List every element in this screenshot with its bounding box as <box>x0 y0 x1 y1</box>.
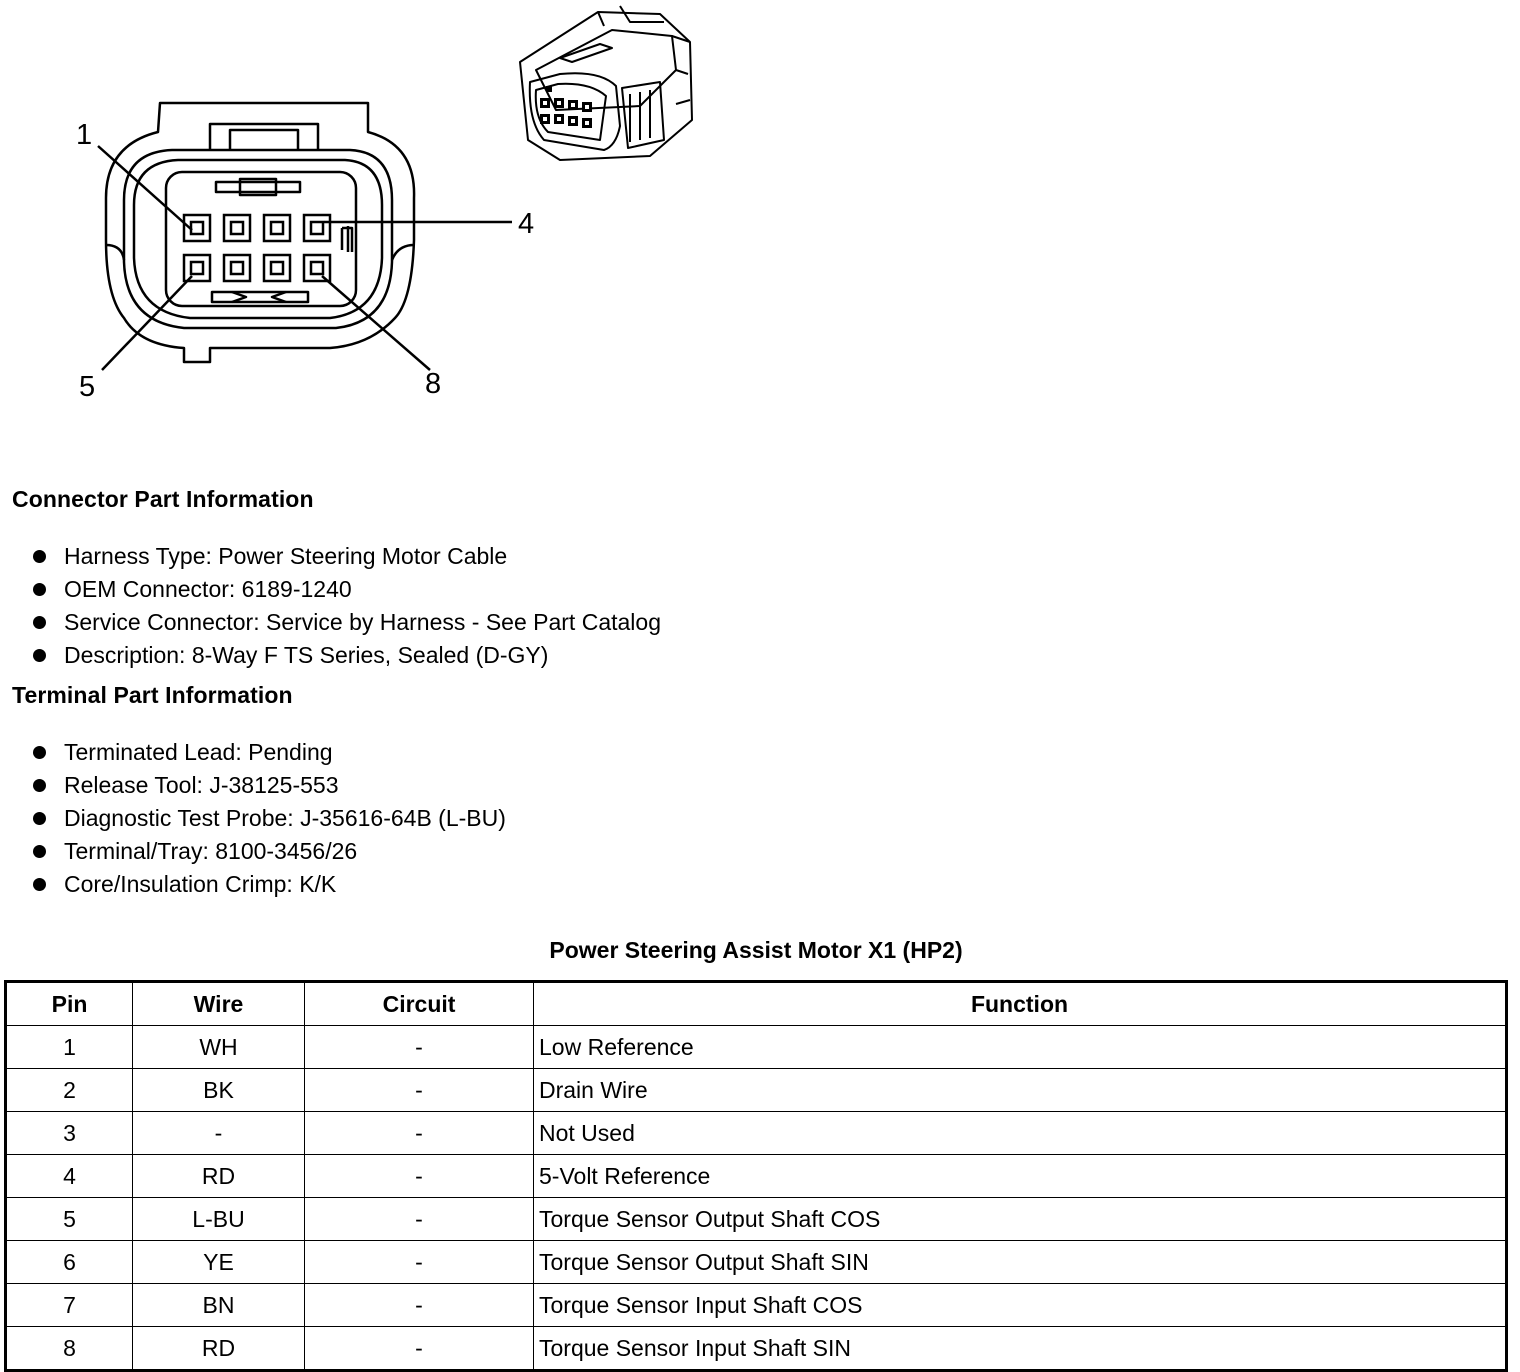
pin-cell: 6 <box>6 1241 133 1284</box>
terminal-info-list <box>30 736 506 901</box>
function-cell: Torque Sensor Input Shaft COS <box>534 1284 1507 1327</box>
bullet-icon <box>33 779 46 792</box>
function-cell: 5-Volt Reference <box>534 1155 1507 1198</box>
terminal-info-heading: Terminal Part Information <box>12 682 293 708</box>
wire-cell: RD <box>133 1327 305 1371</box>
table-row <box>6 1026 1507 1069</box>
circuit-cell: - <box>305 1069 534 1112</box>
wire-cell: - <box>133 1112 305 1155</box>
list-item: Harness Type: Power Steering Motor Cable <box>30 540 661 573</box>
function-cell: Torque Sensor Output Shaft SIN <box>534 1241 1507 1284</box>
wire-cell: WH <box>133 1026 305 1069</box>
bullet-icon <box>33 550 46 563</box>
bullet-icon <box>33 878 46 891</box>
terminal-cavity-8 <box>304 255 330 281</box>
table-row <box>6 1198 1507 1241</box>
wire-cell: L-BU <box>133 1198 305 1241</box>
pin-callout-8: 8 <box>425 368 442 400</box>
connector-latch <box>210 124 318 150</box>
col-header-circuit: Circuit <box>305 982 534 1026</box>
function-cell: Torque Sensor Input Shaft SIN <box>534 1327 1507 1371</box>
table-header-row <box>6 982 1507 1026</box>
connector-info-heading: Connector Part Information <box>12 486 314 512</box>
bullet-icon <box>33 583 46 596</box>
terminal-cavity-2 <box>224 215 250 241</box>
table-row <box>6 1284 1507 1327</box>
terminal-cavity-6 <box>224 255 250 281</box>
function-cell: Not Used <box>534 1112 1507 1155</box>
pin-table-title: Power Steering Assist Motor X1 (HP2) <box>549 937 963 963</box>
pin-table <box>4 980 1508 1372</box>
wire-cell: BK <box>133 1069 305 1112</box>
function-cell: Low Reference <box>534 1026 1507 1069</box>
circuit-cell: - <box>305 1284 534 1327</box>
terminal-cavity-3 <box>264 215 290 241</box>
table-row <box>6 1327 1507 1371</box>
list-item: Release Tool: J-38125-553 <box>30 769 506 802</box>
function-cell: Torque Sensor Output Shaft COS <box>534 1198 1507 1241</box>
col-header-wire: Wire <box>133 982 305 1026</box>
connector-info-list <box>30 540 661 672</box>
pin-callout-4: 4 <box>518 208 535 240</box>
pin-cell: 7 <box>6 1284 133 1327</box>
bullet-icon <box>33 649 46 662</box>
table-row <box>6 1241 1507 1284</box>
connector-housing-outline <box>106 103 414 362</box>
connector-face-diagram <box>60 80 560 420</box>
list-item: Diagnostic Test Probe: J-35616-64B (L-BU) <box>30 802 506 835</box>
col-header-pin: Pin <box>6 982 133 1026</box>
pin-cell: 3 <box>6 1112 133 1155</box>
bullet-icon <box>33 845 46 858</box>
terminal-cavity-5 <box>184 255 210 281</box>
function-cell: Drain Wire <box>534 1069 1507 1112</box>
circuit-cell: - <box>305 1155 534 1198</box>
bullet-icon <box>33 746 46 759</box>
bullet-icon <box>33 812 46 825</box>
list-item: OEM Connector: 6189-1240 <box>30 573 661 606</box>
leader-line-1 <box>98 146 192 230</box>
table-row <box>6 1069 1507 1112</box>
wire-cell: BN <box>133 1284 305 1327</box>
col-header-function: Function <box>534 982 1507 1026</box>
pin-cell: 4 <box>6 1155 133 1198</box>
leader-line-5 <box>102 276 192 370</box>
list-item: Core/Insulation Crimp: K/K <box>30 868 506 901</box>
pin-callout-5: 5 <box>79 371 96 403</box>
list-item: Terminated Lead: Pending <box>30 736 506 769</box>
list-item: Description: 8-Way F TS Series, Sealed (D-GY) <box>30 639 661 672</box>
circuit-cell: - <box>305 1198 534 1241</box>
table-row <box>6 1155 1507 1198</box>
pin-cell: 5 <box>6 1198 133 1241</box>
circuit-cell: - <box>305 1112 534 1155</box>
list-item: Terminal/Tray: 8100-3456/26 <box>30 835 506 868</box>
pin-callout-1: 1 <box>76 119 93 151</box>
connector-isometric-view <box>500 2 705 167</box>
wire-cell: RD <box>133 1155 305 1198</box>
terminal-cavity-4 <box>304 215 330 241</box>
circuit-cell: - <box>305 1241 534 1284</box>
bullet-icon <box>33 616 46 629</box>
circuit-cell: - <box>305 1327 534 1371</box>
circuit-cell: - <box>305 1026 534 1069</box>
terminal-cavity-7 <box>264 255 290 281</box>
table-row <box>6 1112 1507 1155</box>
pin-cell: 2 <box>6 1069 133 1112</box>
wire-cell: YE <box>133 1241 305 1284</box>
pin-cell: 1 <box>6 1026 133 1069</box>
pin-cell: 8 <box>6 1327 133 1371</box>
list-item: Service Connector: Service by Harness - See Part Catalog <box>30 606 661 639</box>
